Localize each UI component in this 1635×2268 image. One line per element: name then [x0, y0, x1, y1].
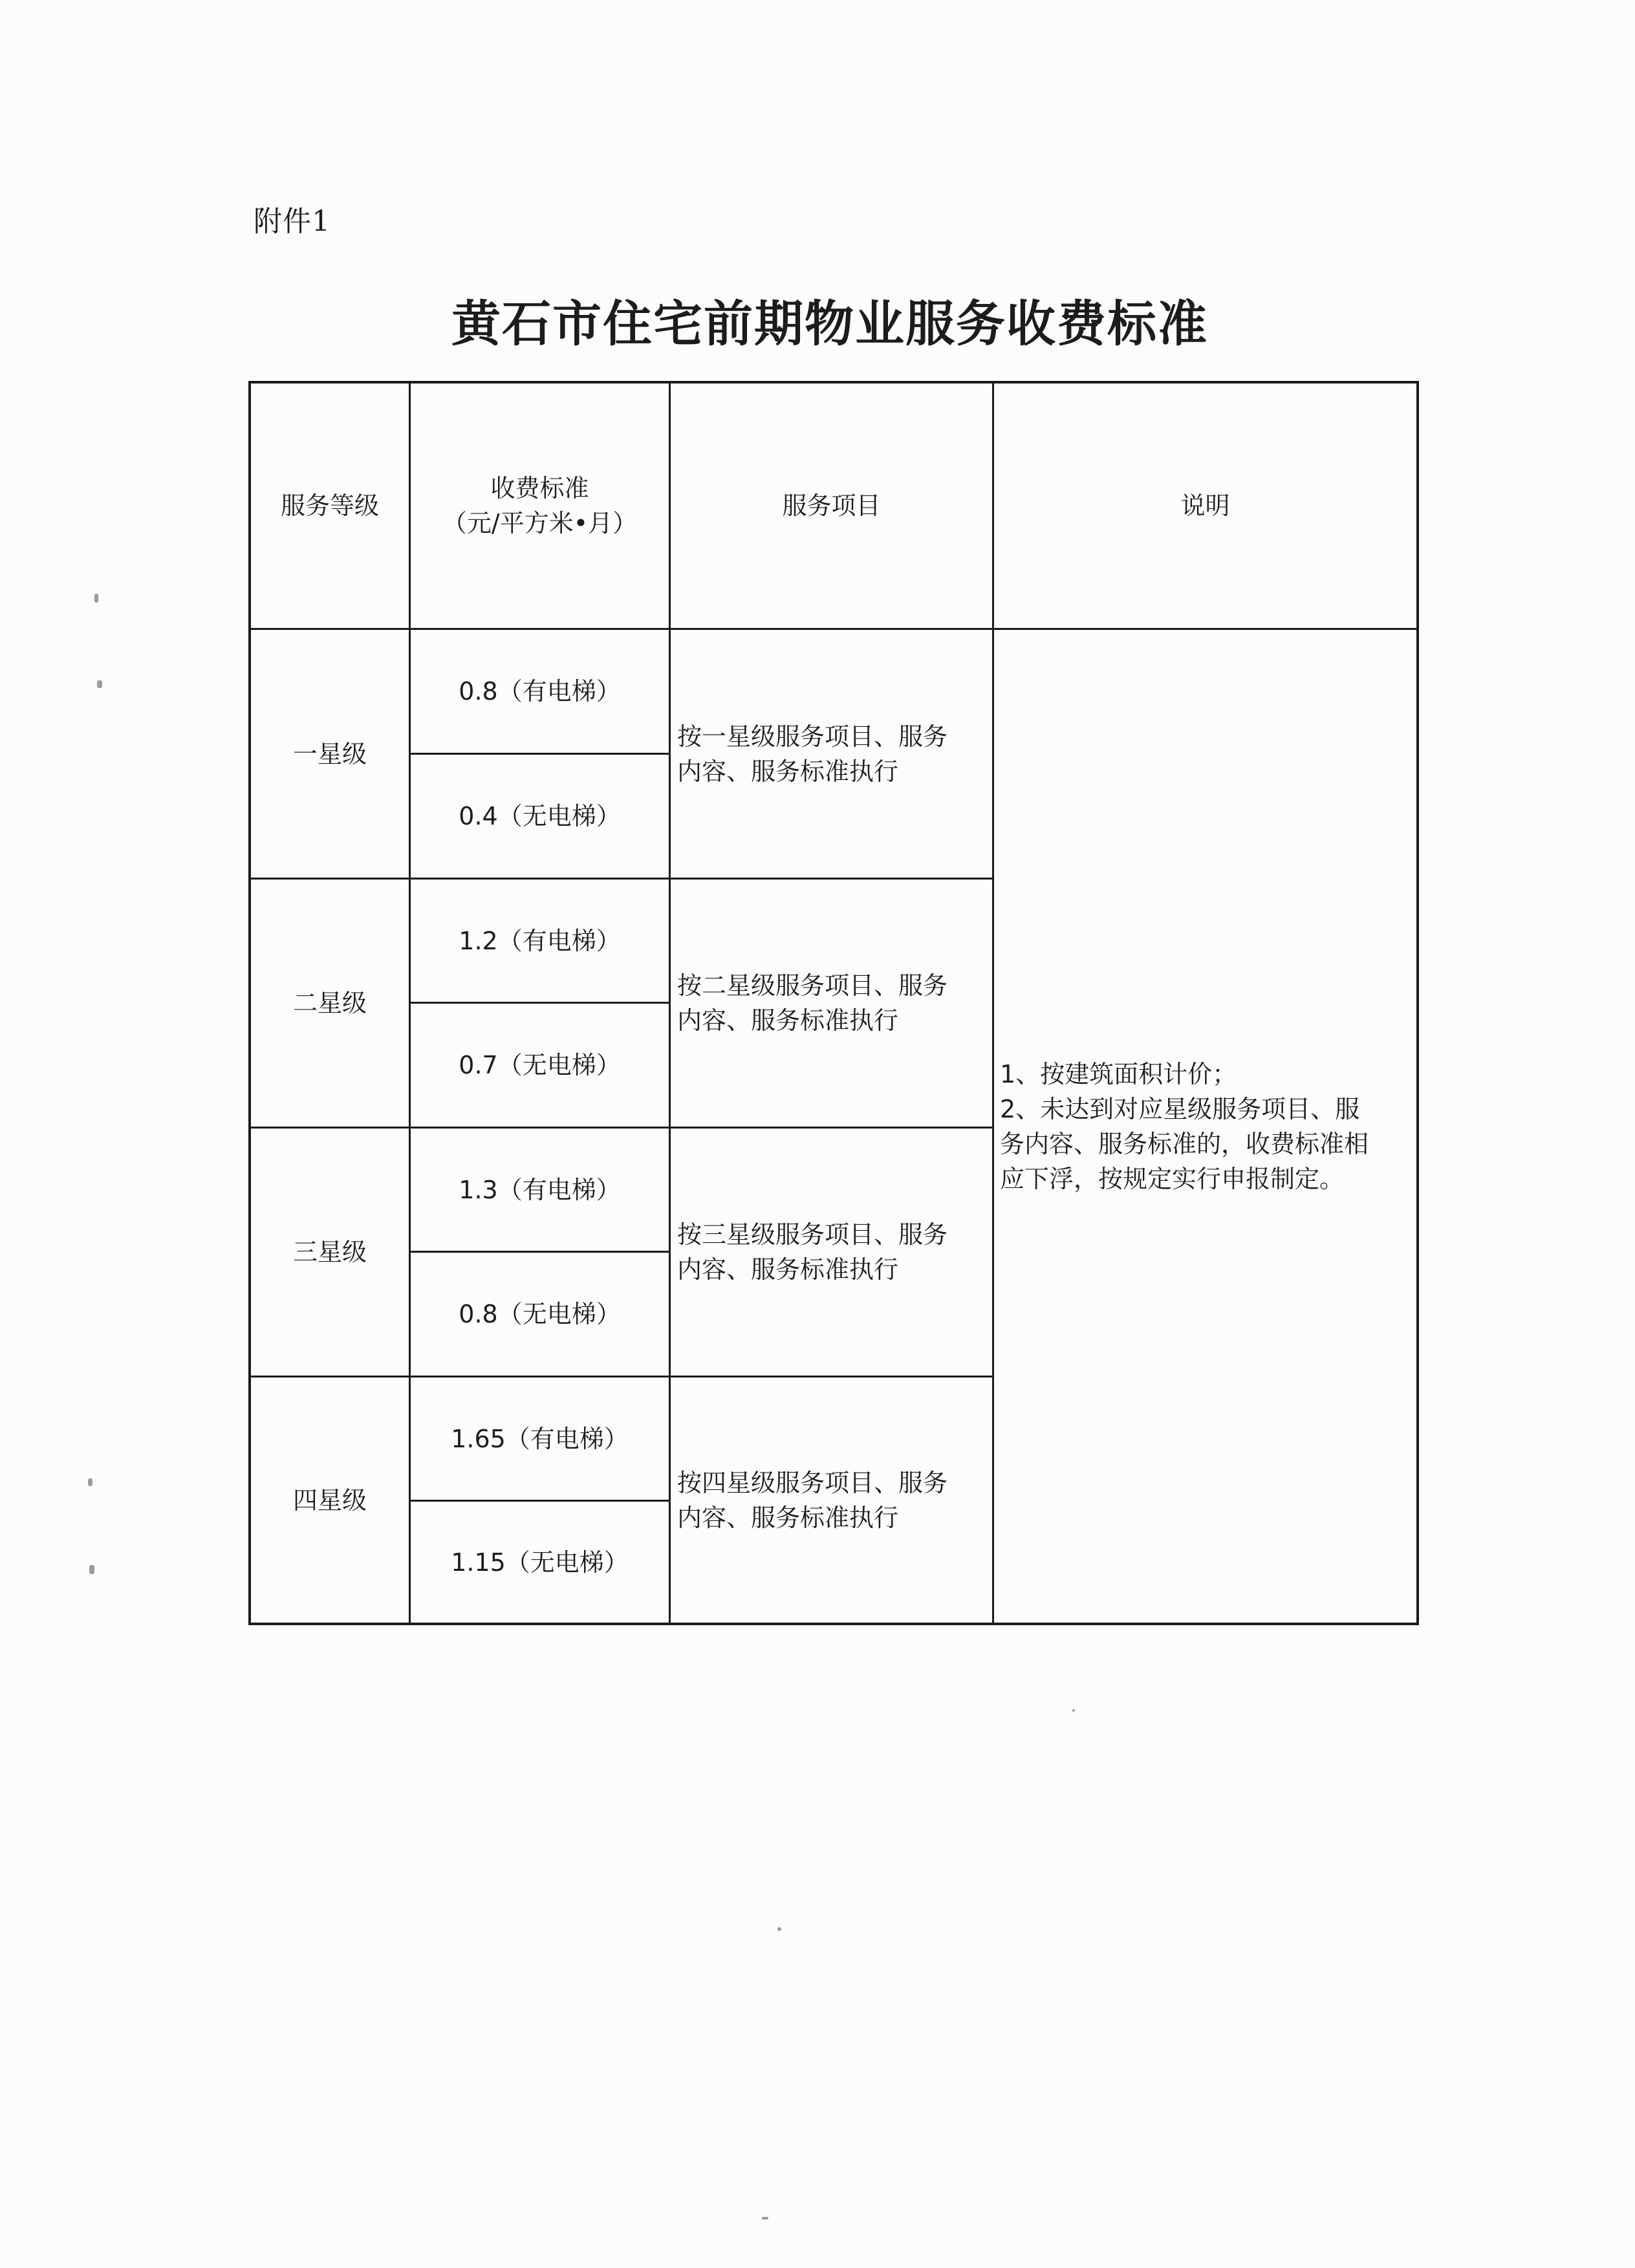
- notes-cell: [1000, 630, 1414, 1623]
- fee-with-elevator: 1.2（有电梯）: [459, 926, 621, 955]
- attachment-label: 附件1: [254, 205, 330, 238]
- fee-with-elevator: 0.8（有电梯）: [459, 677, 621, 706]
- service-items-line2: 内容、服务标准执行: [677, 1503, 899, 1532]
- header-fee-line2: （元/平方米•月）: [442, 509, 638, 537]
- fee-standard-table: [248, 381, 1419, 1625]
- document-title: 黄石市住宅前期物业服务收费标准: [451, 295, 1208, 352]
- header-fee-line1: 收费标准: [490, 474, 589, 502]
- service-items-cell: [671, 1377, 992, 1623]
- note-line: 应下浮，按规定实行申报制定。: [1000, 1164, 1345, 1193]
- service-items-line1: 按四星级服务项目、服务: [677, 1468, 948, 1497]
- level-cell: 一星级: [292, 739, 367, 768]
- header-service-level: 服务等级: [280, 491, 379, 520]
- fee-without-elevator: 0.8（无电梯）: [459, 1300, 621, 1328]
- note-line: 2、未达到对应星级服务项目、服: [1000, 1094, 1360, 1123]
- scan-speck: [97, 680, 102, 688]
- level-cell: 四星级: [292, 1485, 367, 1515]
- scan-speck: [94, 594, 98, 603]
- service-items-line2: 内容、服务标准执行: [677, 757, 899, 786]
- header-service-items: 服务项目: [782, 491, 881, 520]
- fee-without-elevator: 1.15（无电梯）: [451, 1548, 629, 1577]
- fee-without-elevator: 0.7（无电梯）: [459, 1051, 621, 1079]
- service-items-line1: 按二星级服务项目、服务: [677, 971, 948, 1000]
- note-line: 务内容、服务标准的，收费标准相: [1000, 1129, 1369, 1158]
- scan-speck: [762, 2217, 768, 2219]
- service-items-line1: 按一星级服务项目、服务: [677, 722, 948, 751]
- level-cell: 二星级: [292, 989, 367, 1017]
- service-items-line2: 内容、服务标准执行: [677, 1006, 899, 1035]
- level-cell: 三星级: [292, 1238, 367, 1266]
- header-fee-standard: [411, 383, 669, 628]
- scan-speck: [777, 1927, 781, 1931]
- fee-with-elevator: 1.65（有电梯）: [451, 1424, 629, 1453]
- service-items-cell: [671, 630, 992, 878]
- service-items-line2: 内容、服务标准执行: [677, 1255, 899, 1284]
- service-items-line1: 按三星级服务项目、服务: [677, 1220, 948, 1249]
- fee-with-elevator: 1.3（有电梯）: [459, 1175, 621, 1204]
- table-border-bottom: [248, 1623, 1419, 1625]
- service-items-cell: [671, 1129, 992, 1376]
- scan-speck: [89, 1565, 94, 1574]
- header-notes: 说明: [1180, 491, 1230, 520]
- table-border-right: [1416, 381, 1419, 1625]
- note-line: 1、按建筑面积计价；: [1000, 1059, 1237, 1088]
- fee-without-elevator: 0.4（无电梯）: [459, 802, 621, 830]
- scan-speck: [88, 1478, 92, 1486]
- scan-speck: [1072, 1709, 1075, 1712]
- service-items-cell: [671, 880, 992, 1127]
